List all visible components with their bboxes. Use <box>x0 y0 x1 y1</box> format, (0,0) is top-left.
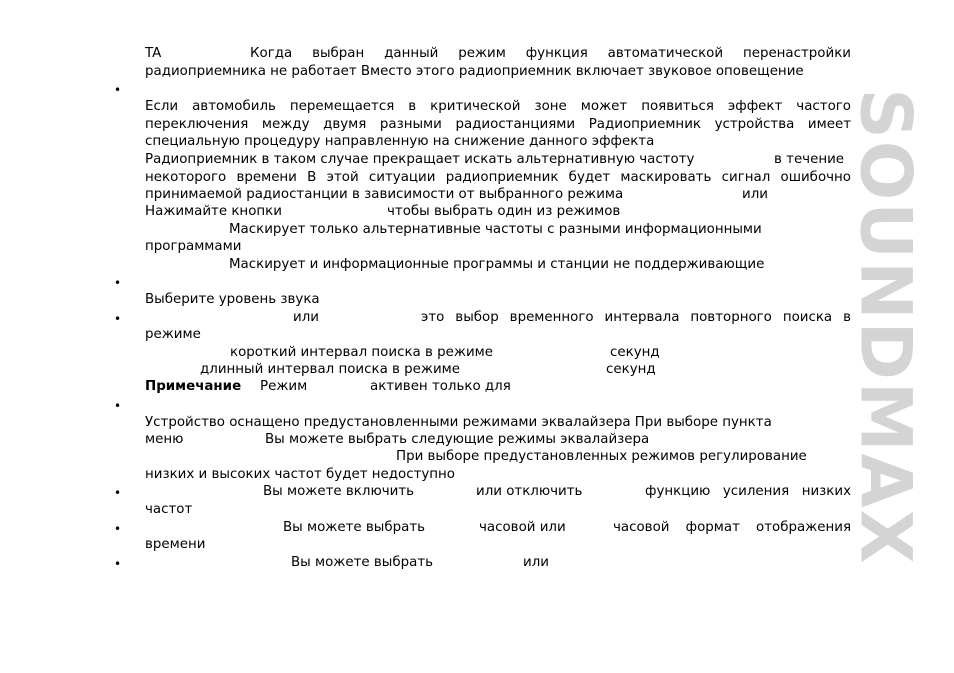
brand-logo <box>845 52 928 602</box>
note-label: Примечание <box>145 379 242 394</box>
text-line: Вы можете выбрать следующие режимы эквалайзера <box>265 432 650 447</box>
text-line: секунд <box>606 362 656 377</box>
text-line: Когда выбран данный режим функция автоматической перенастройки <box>250 46 851 61</box>
text-line: низких и высоких частот будет недоступно <box>145 467 455 482</box>
text-line: принимаемой радиостанции в зависимости от выбранного режима <box>145 187 624 202</box>
text-line: Маскирует и информационные программы и станции не поддерживающие <box>229 257 765 272</box>
bullet: • <box>114 557 122 571</box>
bullet: • <box>114 399 122 413</box>
text-line: секунд <box>610 345 660 360</box>
bullet: • <box>114 83 122 97</box>
bullet: • <box>114 486 122 500</box>
text-line: частот <box>145 502 193 517</box>
text-line: часовой или <box>479 520 566 535</box>
text-line: Маскирует только альтернативные частоты с разными информационными <box>229 222 762 237</box>
text-line: Вы можете выбрать <box>283 520 426 535</box>
text-line: При выборе предустановленных режимов регулирование <box>396 449 807 464</box>
brand-logo-text: SOUNDMAX <box>845 88 928 566</box>
text-line: часовой формат отображения <box>613 520 851 535</box>
text-line: режиме <box>145 327 201 342</box>
text-line: программами <box>145 239 242 254</box>
text-line: TA <box>145 46 162 61</box>
text-line: некоторого времени В этой ситуации радиоприемник будет маскировать сигнал ошибочно <box>145 170 851 185</box>
text-line: радиоприемника не работает Вместо этого радиоприемник включает звуковое оповещение <box>145 64 804 79</box>
text-line: Выберите уровень звука <box>145 292 320 307</box>
bullet: • <box>114 312 122 326</box>
text-line: или <box>742 187 768 202</box>
text-line: времени <box>145 537 206 552</box>
text-line: функцию усиления низких <box>645 484 851 499</box>
text-line: Устройство оснащено предустановленными режимами эквалайзера При выборе пункта <box>145 415 772 430</box>
text-line: Если автомобиль перемещается в критической зоне может появиться эффект частого <box>145 99 851 114</box>
text-line: меню <box>145 432 184 447</box>
text-line: активен только для <box>370 379 511 394</box>
text-line: специальную процедуру направленную на снижение данного эффекта <box>145 134 655 149</box>
text-line: или <box>293 310 319 325</box>
text-line: в течение <box>774 152 845 167</box>
text-line: или <box>523 555 549 570</box>
text-line: чтобы выбрать один из режимов <box>387 204 621 219</box>
text-line: переключения между двумя разными радиостанциями Радиоприемник устройства имеет <box>145 117 851 132</box>
text-line: Радиоприемник в таком случае прекращает искать альтернативную частоту <box>145 152 695 167</box>
text-line: Вы можете включить <box>263 484 415 499</box>
bullet: • <box>114 276 122 290</box>
text-line: или отключить <box>476 484 583 499</box>
text-line: длинный интервал поиска в режиме <box>200 362 461 377</box>
text-line: это выбор временного интервала повторного поиска в <box>421 310 851 325</box>
text-line: короткий интервал поиска в режиме <box>230 345 493 360</box>
text-line: Вы можете выбрать <box>291 555 434 570</box>
bullet: • <box>114 522 122 536</box>
text-line: Нажимайте кнопки <box>145 204 282 219</box>
text-line: Режим <box>260 379 308 394</box>
